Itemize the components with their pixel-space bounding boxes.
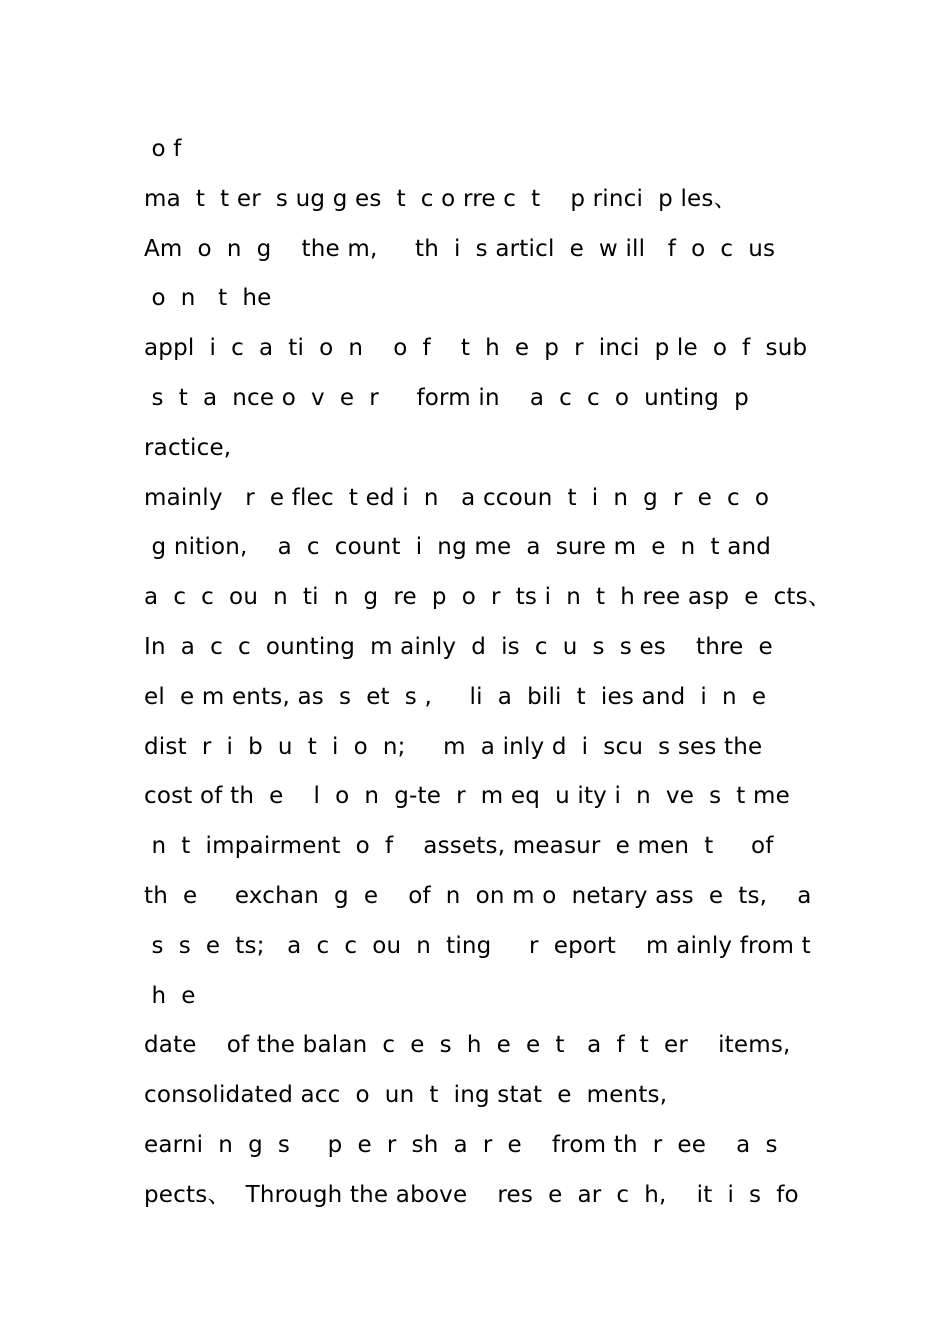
text-line-7: ractice, [144, 434, 232, 461]
text-line-14: cost of th e l o n g-te r m eq u ity i n ve s t me [144, 783, 790, 810]
body-text [144, 125, 832, 1221]
text-line-20: consolidated acc o un t ing stat e ments, [144, 1082, 668, 1109]
text-line-5: appl i c a ti o n o f t h e p r inci p le o f sub [144, 335, 808, 362]
text-line-9: g nition, a c count i ng me a sure m e n t and [144, 534, 772, 561]
text-line-6: s t a nce o v e r form in a c c o unting p [144, 384, 749, 411]
text-line-15: n t impairment o f assets, measur e men t of [144, 833, 774, 860]
text-line-10: a c c ou n ti n g re p o r ts i n t h ree asp e cts、 [144, 584, 832, 611]
text-line-13: dist r i b u t i o n; m a inly d i scu s ses the [144, 733, 763, 760]
text-line-1: o f [144, 136, 182, 162]
text-line-4: o n t he [144, 285, 272, 312]
text-line-11: In a c c ounting m ainly d is c u s s es thre e [144, 633, 773, 660]
text-line-19: date of the balan c e s h e e t a f t er items, [144, 1032, 791, 1059]
text-line-21: earni n g s p e r sh a r e from th r ee a s [144, 1131, 778, 1158]
text-line-12: el e m ents, as s et s , li a bili t ies and i n e [144, 683, 767, 710]
text-line-17: s s e ts; a c c ou n ting r eport m ainly from t [144, 932, 811, 959]
text-line-2: ma t t er s ug g es t c o rre c t p rinci p les、 [144, 185, 737, 212]
text-line-18: h e [144, 982, 196, 1009]
text-line-8: mainly r e flec t ed i n a ccoun t i n g r e c o [144, 484, 770, 511]
text-line-3: Am o n g the m, th i s articl e w ill f o c us [144, 235, 776, 262]
text-line-16: th e exchan g e of n on m o netary ass e ts, a [144, 882, 812, 909]
text-line-22: pects、 Through the above res e ar c h, it i s fo [144, 1181, 799, 1208]
